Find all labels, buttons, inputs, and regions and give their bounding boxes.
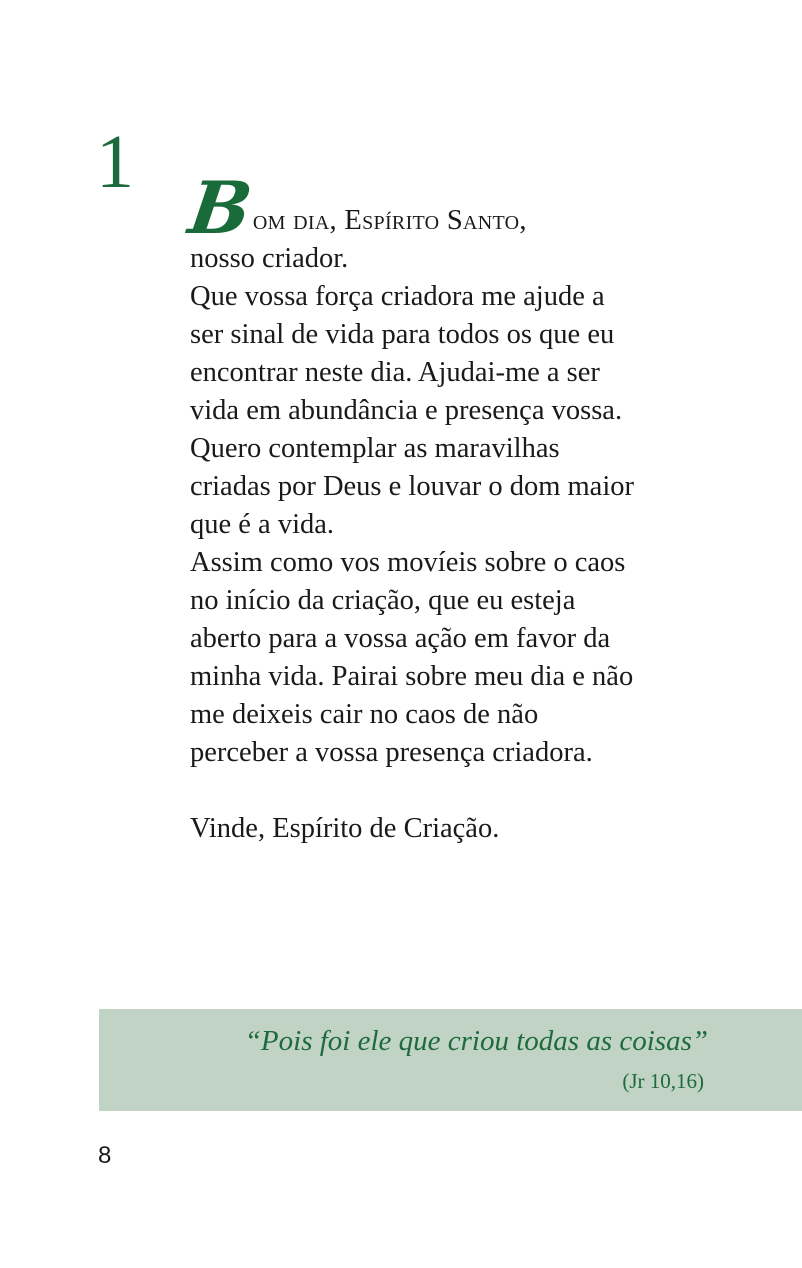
paragraph-gap: [190, 772, 750, 810]
prayer-line: Quero contemplar as maravilhas: [190, 433, 560, 464]
scripture-reference: (Jr 10,16): [622, 1069, 704, 1093]
prayer-line: vida em abundância e presença vossa.: [190, 395, 623, 426]
scripture-quote-box: [99, 1009, 802, 1111]
prayer-line: minha vida. Pairai sobre meu dia e não: [190, 661, 634, 692]
prayer-line: no início da criação, que eu esteja: [190, 585, 576, 616]
prayer-line: Assim como vos movíeis sobre o caos: [190, 547, 626, 578]
prayer-body: [184, 165, 750, 848]
prayer-line: Que vossa força criadora me ajude a: [190, 281, 605, 312]
prayer-closing: Vinde, Espírito de Criação.: [190, 813, 500, 844]
prayer-line: criadas por Deus e louvar o dom maior: [190, 471, 634, 502]
chapter-number: 1: [96, 120, 134, 204]
prayer-opening-line: [184, 165, 750, 250]
prayer-greeting: om dia, Espírito Santo,: [252, 205, 527, 236]
scripture-quote: “Pois foi ele que criou todas as coisas”: [244, 1025, 708, 1057]
prayer-line: aberto para a vossa ação em favor da: [190, 623, 611, 654]
prayer-line: nosso criador.: [190, 243, 349, 274]
prayer-line: que é a vida.: [190, 509, 335, 540]
page-number: 8: [98, 1142, 112, 1169]
prayer-line: perceber a vossa presença criadora.: [190, 737, 593, 768]
prayer-line: encontrar neste dia. Ajudai-me a ser: [190, 357, 600, 388]
drop-cap: B: [184, 165, 257, 250]
prayer-line: ser sinal de vida para todos os que eu: [190, 319, 615, 350]
prayer-line: me deixeis cair no caos de não: [190, 699, 539, 730]
